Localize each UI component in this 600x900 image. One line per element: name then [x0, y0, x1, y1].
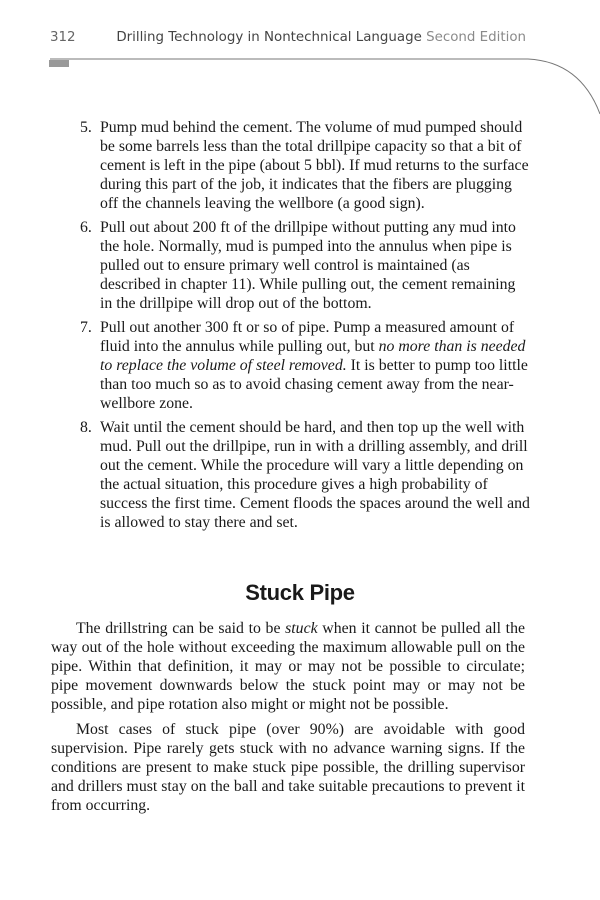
list-item	[80, 218, 530, 313]
step-text: Wait until the cement should be hard, and then top up the well with mud. Pull out the drillpipe, run in with a drilling assembly, and drill out the cement. While the procedure will vary a little depending on the actual situation, this procedure gives a high probability of success the first time. Cement floods the spaces around the well and is allowed to stay there and set.	[100, 419, 530, 531]
paragraph: The drillstring can be said to be stuck when it cannot be pulled all the way out of the hole without exceeding the maximum allowable pull on the pipe. Within that definition, it may or may not be possible to circulate; pipe movement downwards below the stuck point may or may not be possible, and pipe rotation also might or might not be possible.	[51, 620, 525, 713]
list-item	[80, 418, 530, 532]
step-number: 6.	[80, 219, 92, 236]
step-number: 5.	[80, 119, 92, 136]
list-item	[80, 118, 530, 213]
section-body	[51, 619, 525, 821]
header-tab-marker	[49, 60, 69, 67]
step-number: 8.	[80, 419, 92, 436]
step-text: Pump mud behind the cement. The volume of mud pumped should be some barrels less than the total drillpipe capacity so that a bit of cement is left in the pipe (about 5 bbl). If mud returns to the surface during this part of the job, it indicates that the fibers are plugging off the channels leaving the wellbore (a good sign).	[100, 119, 529, 212]
step-text: Pull out another 300 ft or so of pipe. Pump a measured amount of fluid into the annulus while pulling out, but no more than is needed to replace the volume of steel removed. It is better to pump too little than too much so as to avoid chasing cement away from the near-wellbore zone.	[100, 319, 528, 412]
header-rule-curve	[0, 0, 600, 120]
step-number: 7.	[80, 319, 92, 336]
procedure-steps	[80, 118, 530, 537]
emphasis-text: stuck	[285, 620, 318, 637]
page-number: 312	[50, 30, 76, 45]
paragraph: Most cases of stuck pipe (over 90%) are avoidable with good supervision. Pipe rarely gets stuck with no advance warning signs. If the conditions are present to make stuck pipe possible, the drilling supervisor and drillers must stay on the ball and take suitable precautions to prevent it from occurring.	[51, 721, 525, 814]
emphasis-text: no more than is needed to replace the volume of steel removed.	[100, 338, 526, 374]
list-item	[80, 318, 530, 413]
step-text: Pull out about 200 ft of the drillpipe without putting any mud into the hole. Normally, mud is pumped into the annulus when pipe is pulled out to ensure primary well control is maintained (as described in chapter 11). While pulling out, the cement remaining in the drillpipe will drop out of the bottom.	[100, 219, 516, 312]
edition-label: Second Edition	[426, 30, 526, 45]
section-heading: Stuck Pipe	[245, 580, 355, 605]
book-title-text: Drilling Technology in Nontechnical Language	[116, 30, 422, 45]
